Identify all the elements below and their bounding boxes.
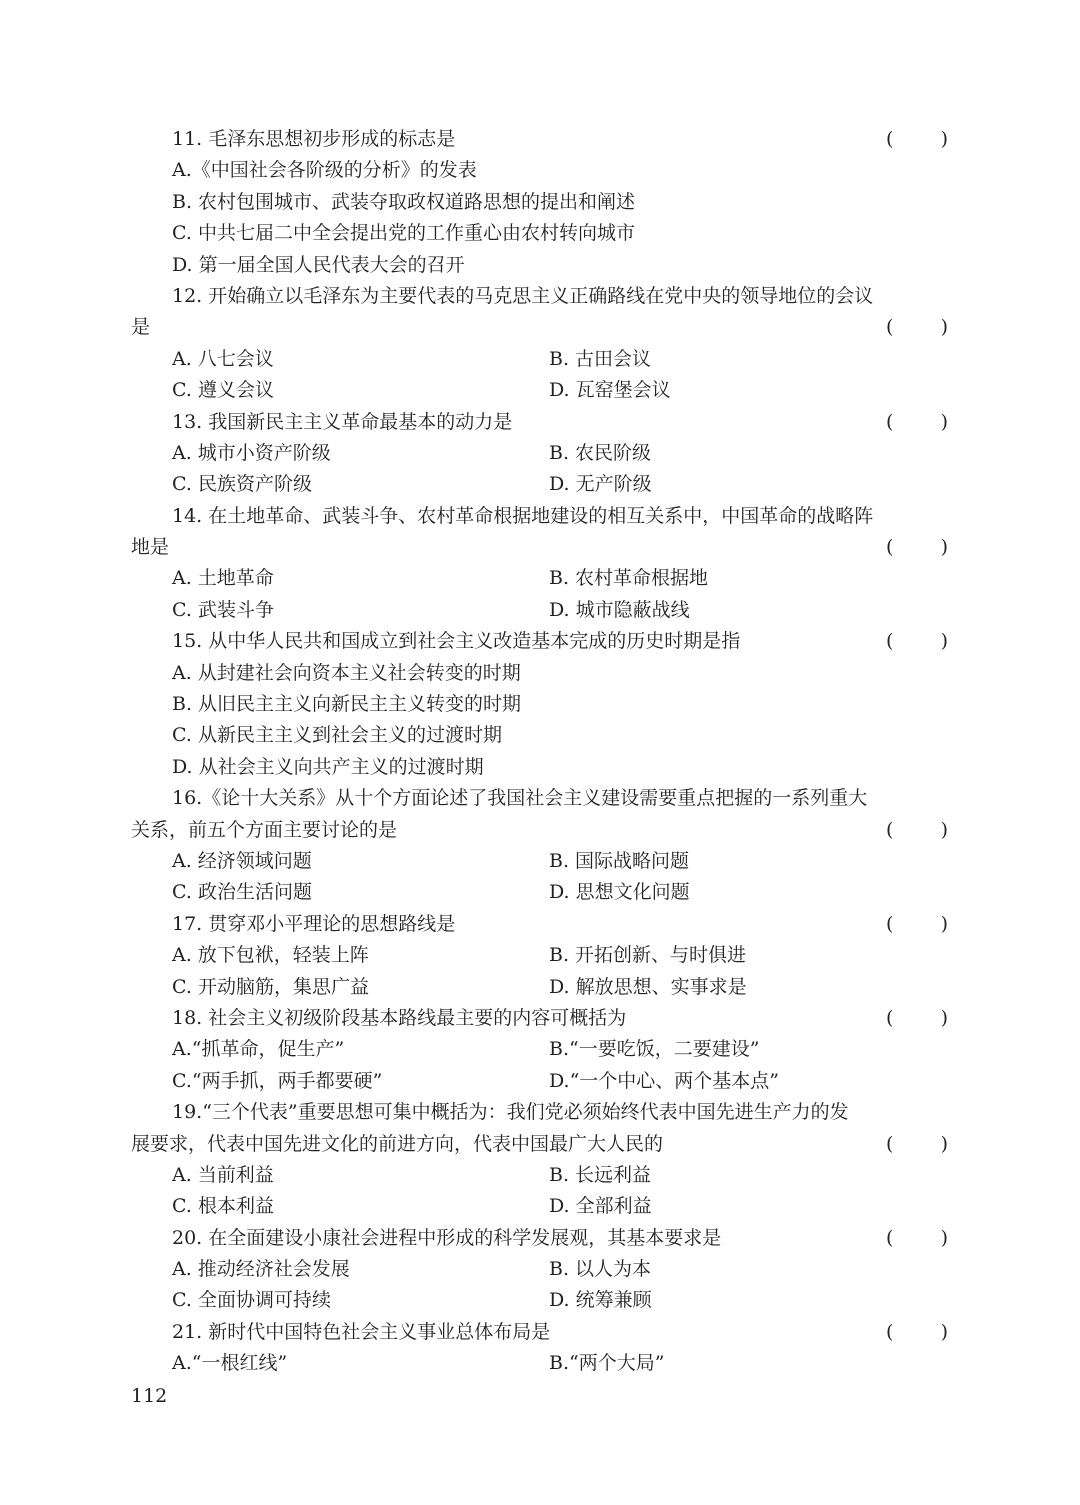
question-13-options-row1 — [0, 438, 1080, 469]
question-18-options-row1 — [0, 1034, 1080, 1065]
question-11-option-a: A.《中国社会各阶级的分析》的发表 — [172, 159, 477, 182]
question-18-options-row2 — [0, 1066, 1080, 1097]
question-11-option-c: C. 中共七届二中全会提出党的工作重心由农村转向城市 — [172, 222, 635, 245]
question-20-option-d: D. 统筹兼顾 — [549, 1289, 652, 1312]
answer-paren: ( ) — [886, 410, 948, 433]
question-14-stem: 14. 在土地革命、武装斗争、农村革命根据地建设的相互关系中，中国革命的战略阵 — [172, 504, 874, 527]
question-20-options-row1 — [0, 1254, 1080, 1285]
answer-paren: ( ) — [886, 316, 948, 339]
question-15-option-c: C. 从新民主主义到社会主义的过渡时期 — [172, 724, 502, 747]
question-16-option-b: B. 国际战略问题 — [549, 849, 690, 872]
question-20-options-row2 — [0, 1285, 1080, 1316]
answer-paren: ( ) — [886, 536, 948, 559]
question-15-option-a: A. 从封建社会向资本主义社会转变的时期 — [172, 661, 521, 684]
question-11-option-b: B. 农村包围城市、武装夺取政权道路思想的提出和阐述 — [172, 190, 636, 213]
answer-paren: ( ) — [886, 1226, 948, 1249]
question-12-options-row1 — [0, 344, 1080, 375]
question-16-options-row1 — [0, 846, 1080, 877]
answer-paren: ( ) — [886, 630, 948, 653]
question-17-option-b: B. 开拓创新、与时俱进 — [549, 944, 747, 967]
page-number: 112 — [131, 1385, 168, 1407]
question-17-option-d: D. 解放思想、实事求是 — [549, 975, 747, 998]
question-16-option-d: D. 思想文化问题 — [549, 881, 690, 904]
question-20-option-b: B. 以人为本 — [549, 1258, 652, 1281]
question-17-option-c: C. 开动脑筋，集思广益 — [172, 975, 369, 998]
question-14-option-a: A. 土地革命 — [172, 567, 274, 590]
question-18-option-d: D.“一个中心、两个基本点” — [549, 1069, 780, 1092]
question-17-options-row2 — [0, 972, 1080, 1003]
question-17-options-row1 — [0, 940, 1080, 971]
question-15-stem: 15. 从中华人民共和国成立到社会主义改造基本完成的历史时期是指 ( ) — [0, 626, 1080, 657]
question-19-stem-cont: 展要求，代表中国先进文化的前进方向，代表中国最广大人民的 ( ) — [0, 1129, 1080, 1160]
question-12-option-d: D. 瓦窑堡会议 — [549, 379, 671, 402]
question-16-stem-cont: 关系，前五个方面主要讨论的是 ( ) — [0, 815, 1080, 846]
answer-paren: ( ) — [886, 818, 948, 841]
question-17-stem: 17. 贯穿邓小平理论的思想路线是 ( ) — [0, 909, 1080, 940]
question-12-option-b: B. 古田会议 — [549, 347, 652, 370]
question-16-stem: 16.《论十大关系》从十个方面论述了我国社会主义建设需要重点把握的一系列重大 — [172, 787, 868, 810]
question-13-option-b: B. 农民阶级 — [549, 441, 652, 464]
question-18-stem: 18. 社会主义初级阶段基本路线最主要的内容可概括为 ( ) — [0, 1003, 1080, 1034]
question-21-option-a: A.“一根红线” — [172, 1352, 288, 1375]
question-14-option-b: B. 农村革命根据地 — [549, 567, 709, 590]
question-15-option-b: B. 从旧民主主义向新民主主义转变的时期 — [172, 693, 522, 716]
question-14-options-row2 — [0, 595, 1080, 626]
question-12-options-row2 — [0, 375, 1080, 406]
question-13-options-row2 — [0, 469, 1080, 500]
question-14-options-row1 — [0, 563, 1080, 594]
question-19-option-a: A. 当前利益 — [172, 1163, 274, 1186]
question-19-option-c: C. 根本利益 — [172, 1195, 274, 1218]
question-20-option-a: A. 推动经济社会发展 — [172, 1258, 350, 1281]
question-19-option-d: D. 全部利益 — [549, 1195, 652, 1218]
question-21-option-b: B.“两个大局” — [549, 1352, 665, 1375]
question-18-option-c: C.“两手抓，两手都要硬” — [172, 1069, 383, 1092]
question-16-options-row2 — [0, 877, 1080, 908]
answer-paren: ( ) — [886, 1006, 948, 1029]
question-19-options-row2 — [0, 1191, 1080, 1222]
question-19-stem: 19.“三个代表”重要思想可集中概括为：我们党必须始终代表中国先进生产力的发 — [172, 1101, 849, 1124]
question-15-option-d: D. 从社会主义向共产主义的过渡时期 — [172, 755, 484, 778]
question-21-stem: 21. 新时代中国特色社会主义事业总体布局是 ( ) — [0, 1317, 1080, 1348]
answer-paren: ( ) — [886, 912, 948, 935]
question-13-stem: 13. 我国新民主主义革命最基本的动力是 ( ) — [0, 407, 1080, 438]
question-list — [0, 124, 1080, 1380]
question-12-stem-cont: 是 ( ) — [0, 312, 1080, 343]
question-18-option-a: A.“抓革命，促生产” — [172, 1038, 345, 1061]
question-18-option-b: B.“一要吃饭，二要建设” — [549, 1038, 760, 1061]
question-20-option-c: C. 全面协调可持续 — [172, 1289, 331, 1312]
question-13-option-d: D. 无产阶级 — [549, 473, 652, 496]
question-19-options-row1 — [0, 1160, 1080, 1191]
question-16-option-a: A. 经济领域问题 — [172, 849, 312, 872]
question-14-option-d: D. 城市隐蔽战线 — [549, 598, 690, 621]
question-12-option-c: C. 遵义会议 — [172, 379, 274, 402]
question-14-option-c: C. 武装斗争 — [172, 598, 274, 621]
question-12-option-a: A. 八七会议 — [172, 347, 274, 370]
answer-paren: ( ) — [886, 128, 948, 150]
question-20-stem: 20. 在全面建设小康社会进程中形成的科学发展观，其基本要求是 ( ) — [0, 1223, 1080, 1254]
question-19-option-b: B. 长远利益 — [549, 1163, 652, 1186]
question-21-options-row1 — [0, 1348, 1080, 1379]
question-17-option-a: A. 放下包袱，轻装上阵 — [172, 944, 369, 967]
answer-paren: ( ) — [886, 1132, 948, 1155]
question-12-stem: 12. 开始确立以毛泽东为主要代表的马克思主义正确路线在党中央的领导地位的会议 — [172, 284, 874, 307]
question-13-option-c: C. 民族资产阶级 — [172, 473, 312, 496]
question-16-option-c: C. 政治生活问题 — [172, 881, 312, 904]
question-14-stem-cont: 地是 ( ) — [0, 532, 1080, 563]
question-11-option-d: D. 第一届全国人民代表大会的召开 — [172, 253, 465, 276]
answer-paren: ( ) — [886, 1320, 948, 1343]
question-11-stem: 11. 毛泽东思想初步形成的标志是 ( ) — [0, 124, 1080, 155]
question-13-option-a: A. 城市小资产阶级 — [172, 441, 331, 464]
